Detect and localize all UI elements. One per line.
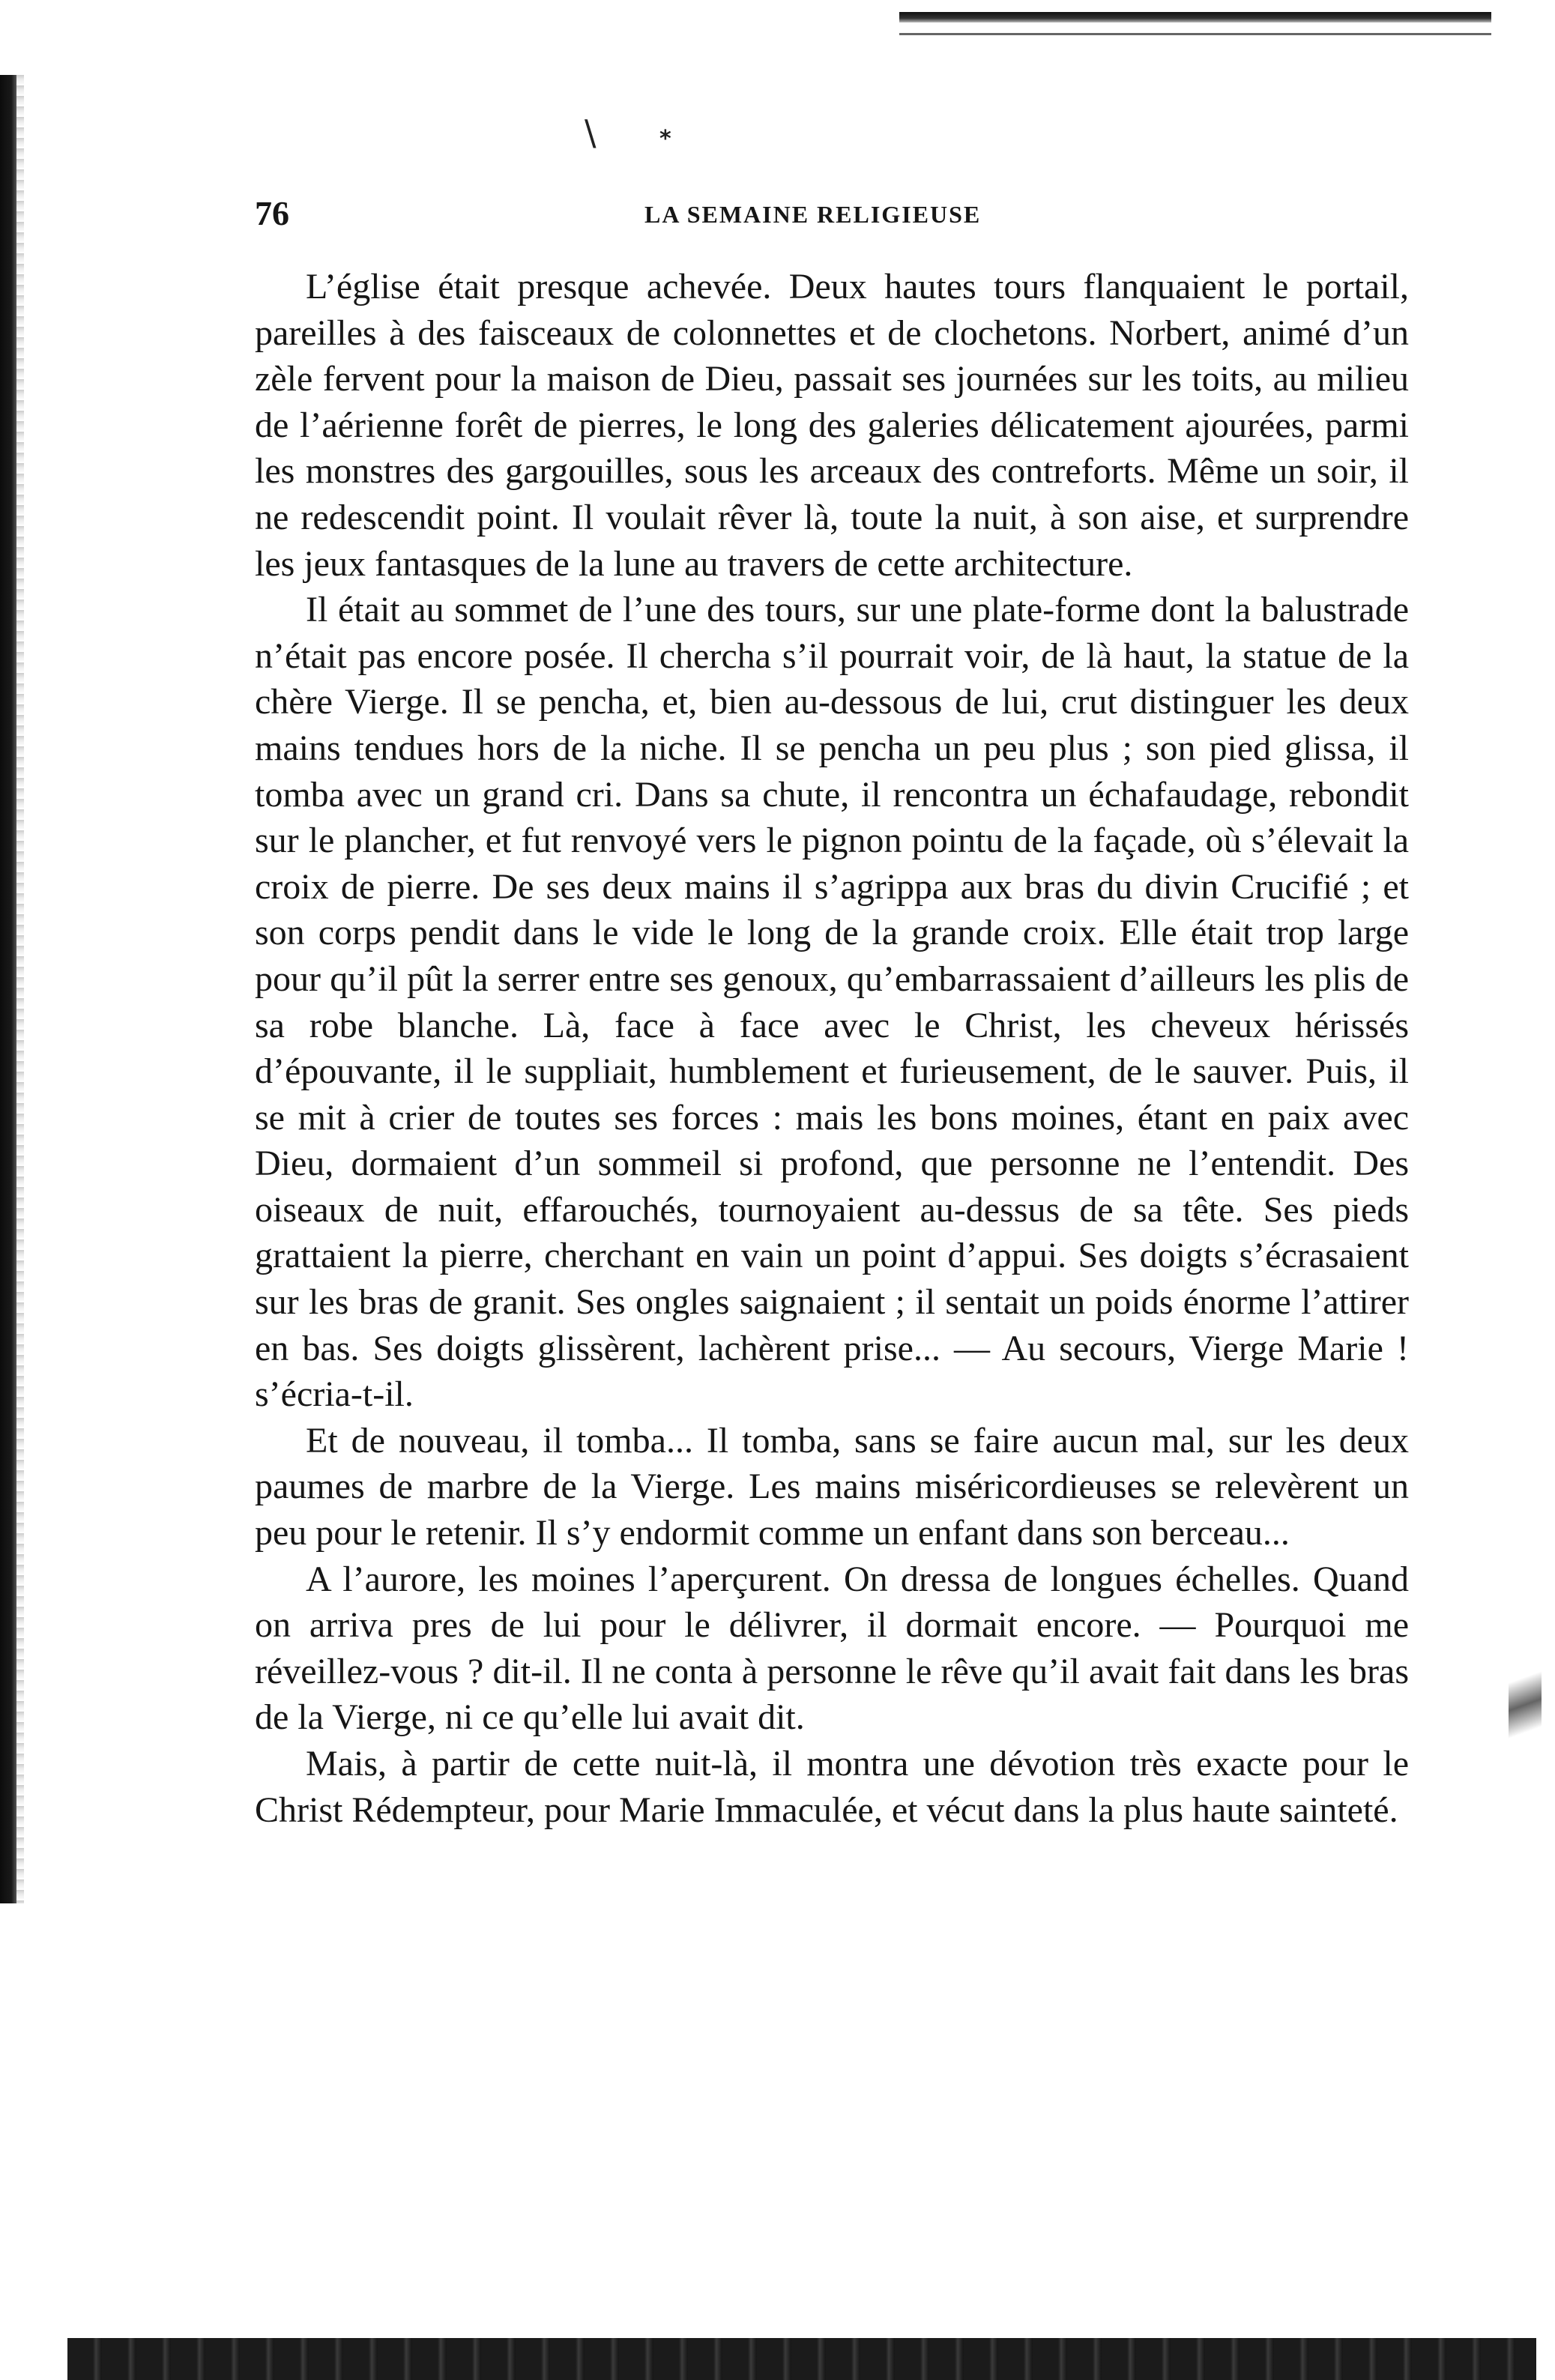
scan-right-speck [1509,1641,1542,1769]
scan-left-edge [0,75,16,1903]
speck-mark: \ [585,112,597,153]
scan-bottom-rule [67,2338,1536,2380]
page-number: 76 [255,194,289,232]
paragraph-3: Et de nouveau, il tomba... Il tomba, sans se faire aucun mal, sur les deux paumes de marbre de la Vierge. Les mains miséricordieuses se relevèrent un peu pour le retenir. Il s’y endormit comme un enfant dans son berceau... [255,1420,1409,1553]
paragraph-5: Mais, à partir de cette nuit-là, il montra une dévotion très exacte pour le Christ Rédempteur, pour Marie Immaculée, et vécut dans la plus haute sainteté. [255,1744,1409,1830]
paragraph-4: A l’aurore, les moines l’aperçurent. On dressa de longues échelles. Quand on arriva pres de lui pour le délivrer, il dormait encore. — Pourquoi me réveillez-vous ? dit-il. Il ne conta à personne le rêve qu’il avait fait dans les bras de la Vierge, ni ce qu’elle lui avait dit. [255,1559,1409,1738]
star-mark: * [659,126,671,152]
paragraph-2: Il était au sommet de l’une des tours, sur une plate-forme dont la balustrade n’était pas encore posée. Il chercha s’il pourrait voir, de là haut, la statue de la chère Vierge. Il se pencha, et, bien au-dessous de lui, crut distinguer les deux mains tendues hors de la niche. Il se pencha un peu plus ; son pied glissa, il tomba avec un grand cri. Dans sa chute, il rencontra un échafaudage, rebondit sur le plancher, et fut renvoyé vers le pignon pointu de la façade, où s’élevait la croix de pierre. De ses deux mains il s’agrippa aux bras du divin Crucifié ; et son corps pendit dans le vide le long de la grande croix. Elle était trop large pour qu’il pût la serrer entre ses genoux, qu’embarrassaient d’ailleurs les plis de sa robe blanche. Là, face à face avec le Christ, les cheveux hérissés d’épouvante, il le suppliait, humblement et furieusement, de le sauver. Puis, il se mit à crier de toutes ses forces : mais les bons moines, étant en paix avec Dieu, dormaient d’un sommeil si profond, que personne ne l’entendit. Des oiseaux de nuit, effarouchés, tournoyaient au-dessus de sa tête. Ses pieds grattaient la pierre, cherchant en vain un point d’appui. Ses doigts s’écrasaient sur les bras de granit. Ses ongles saignaient ; il sentait un poids énorme l’attirer en bas. Ses doigts glissèrent, lachèrent prise... — Au secours, Vierge Marie ! s’écria-t-il. [255,590,1409,1415]
article-body [255,264,1409,1833]
running-title: LA SEMAINE RELIGIEUSE [644,201,982,228]
page-header [255,193,1469,246]
scan-top-rule-thin [899,33,1491,35]
paragraph-1: L’église était presque achevée. Deux hautes tours flanquaient le portail, pareilles à des faisceaux de colonnettes et de clochetons. Norbert, animé d’un zèle fervent pour la maison de Dieu, passait ses journées sur les toits, au milieu de l’aérienne forêt de pierres, le long des galeries délicatement ajourées, parmi les monstres des gargouilles, sous les arceaux des contreforts. Même un soir, il ne redescendit point. Il voulait rêver là, toute la nuit, à son aise, et surprendre les jeux fantasques de la lune au travers de cette architecture. [255,267,1409,584]
scan-left-edge-noise [16,75,24,1903]
scan-top-rule [899,12,1491,22]
